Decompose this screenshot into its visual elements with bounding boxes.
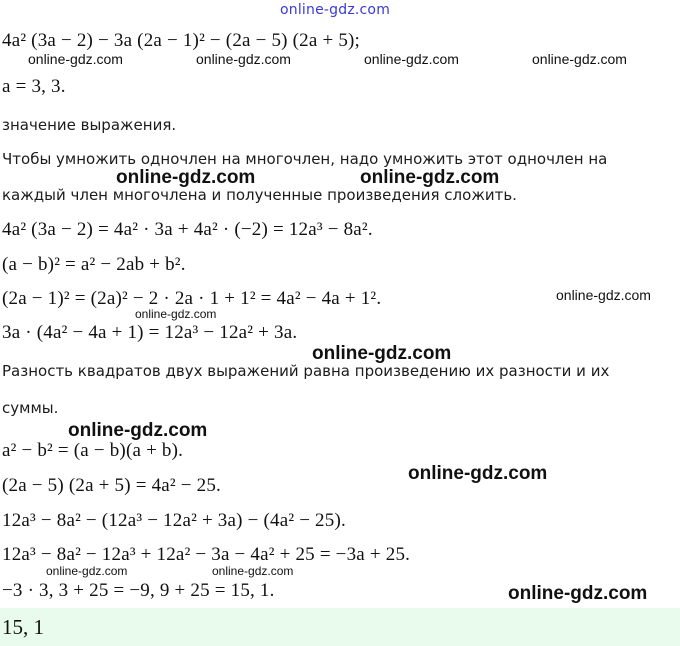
- step-3: 3a · (4a² − 4a + 1) = 12a³ − 12a² + 3a.: [2, 322, 298, 343]
- step-2: (2a − 1)² = (2a)² − 2 · 2a · 1 + 1² = 4a² − 4a + 1².: [2, 288, 382, 309]
- watermark: online-gdz.com: [196, 51, 291, 67]
- diff-squares-formula: a² − b² = (a − b)(a + b).: [2, 440, 184, 461]
- value-label: значение выражения.: [2, 116, 177, 134]
- watermark-top: online-gdz.com: [280, 2, 391, 18]
- watermark: online-gdz.com: [116, 167, 256, 188]
- rule-diff-squares-line1: Разность квадратов двух выражений равна произведению их разности и их: [2, 362, 610, 380]
- answer-value: 15, 1: [2, 615, 44, 639]
- watermark: online-gdz.com: [532, 51, 627, 67]
- step-6: 12a³ − 8a² − 12a³ + 12a² − 3a − 4a² + 25 = −3a + 25.: [2, 544, 411, 565]
- square-formula: (a − b)² = a² − 2ab + b².: [2, 254, 186, 275]
- watermark: online-gdz.com: [364, 51, 459, 67]
- watermark: online-gdz.com: [408, 463, 548, 484]
- watermark: online-gdz.com: [46, 564, 128, 578]
- watermark: online-gdz.com: [556, 287, 651, 303]
- watermark: online-gdz.com: [312, 343, 452, 364]
- step-1: 4a² (3a − 2) = 4a² · 3a + 4a² · (−2) = 12a³ − 8a².: [2, 219, 373, 240]
- rule-diff-squares-line2: суммы.: [2, 399, 59, 417]
- answer-bar: [0, 608, 680, 646]
- task-expression: 4a² (3a − 2) − 3a (2a − 1)² − (2a − 5) (2a + 5);: [2, 30, 361, 51]
- step-7: −3 · 3, 3 + 25 = −9, 9 + 25 = 15, 1.: [2, 580, 275, 601]
- rule-monomial-line1: Чтобы умножить одночлен на многочлен, надо умножить этот одночлен на: [2, 150, 608, 168]
- watermark: online-gdz.com: [68, 420, 208, 441]
- watermark: online-gdz.com: [360, 167, 500, 188]
- step-5: 12a³ − 8a² − (12a³ − 12a² + 3a) − (4a² − 25).: [2, 510, 346, 531]
- watermark: online-gdz.com: [508, 583, 648, 604]
- step-4: (2a − 5) (2a + 5) = 4a² − 25.: [2, 475, 221, 496]
- rule-monomial-line2: каждый член многочлена и полученные произведения сложить.: [2, 186, 517, 204]
- watermark: online-gdz.com: [28, 51, 123, 67]
- watermark: online-gdz.com: [135, 307, 217, 321]
- given-value: a = 3, 3.: [2, 76, 66, 97]
- watermark: online-gdz.com: [212, 564, 294, 578]
